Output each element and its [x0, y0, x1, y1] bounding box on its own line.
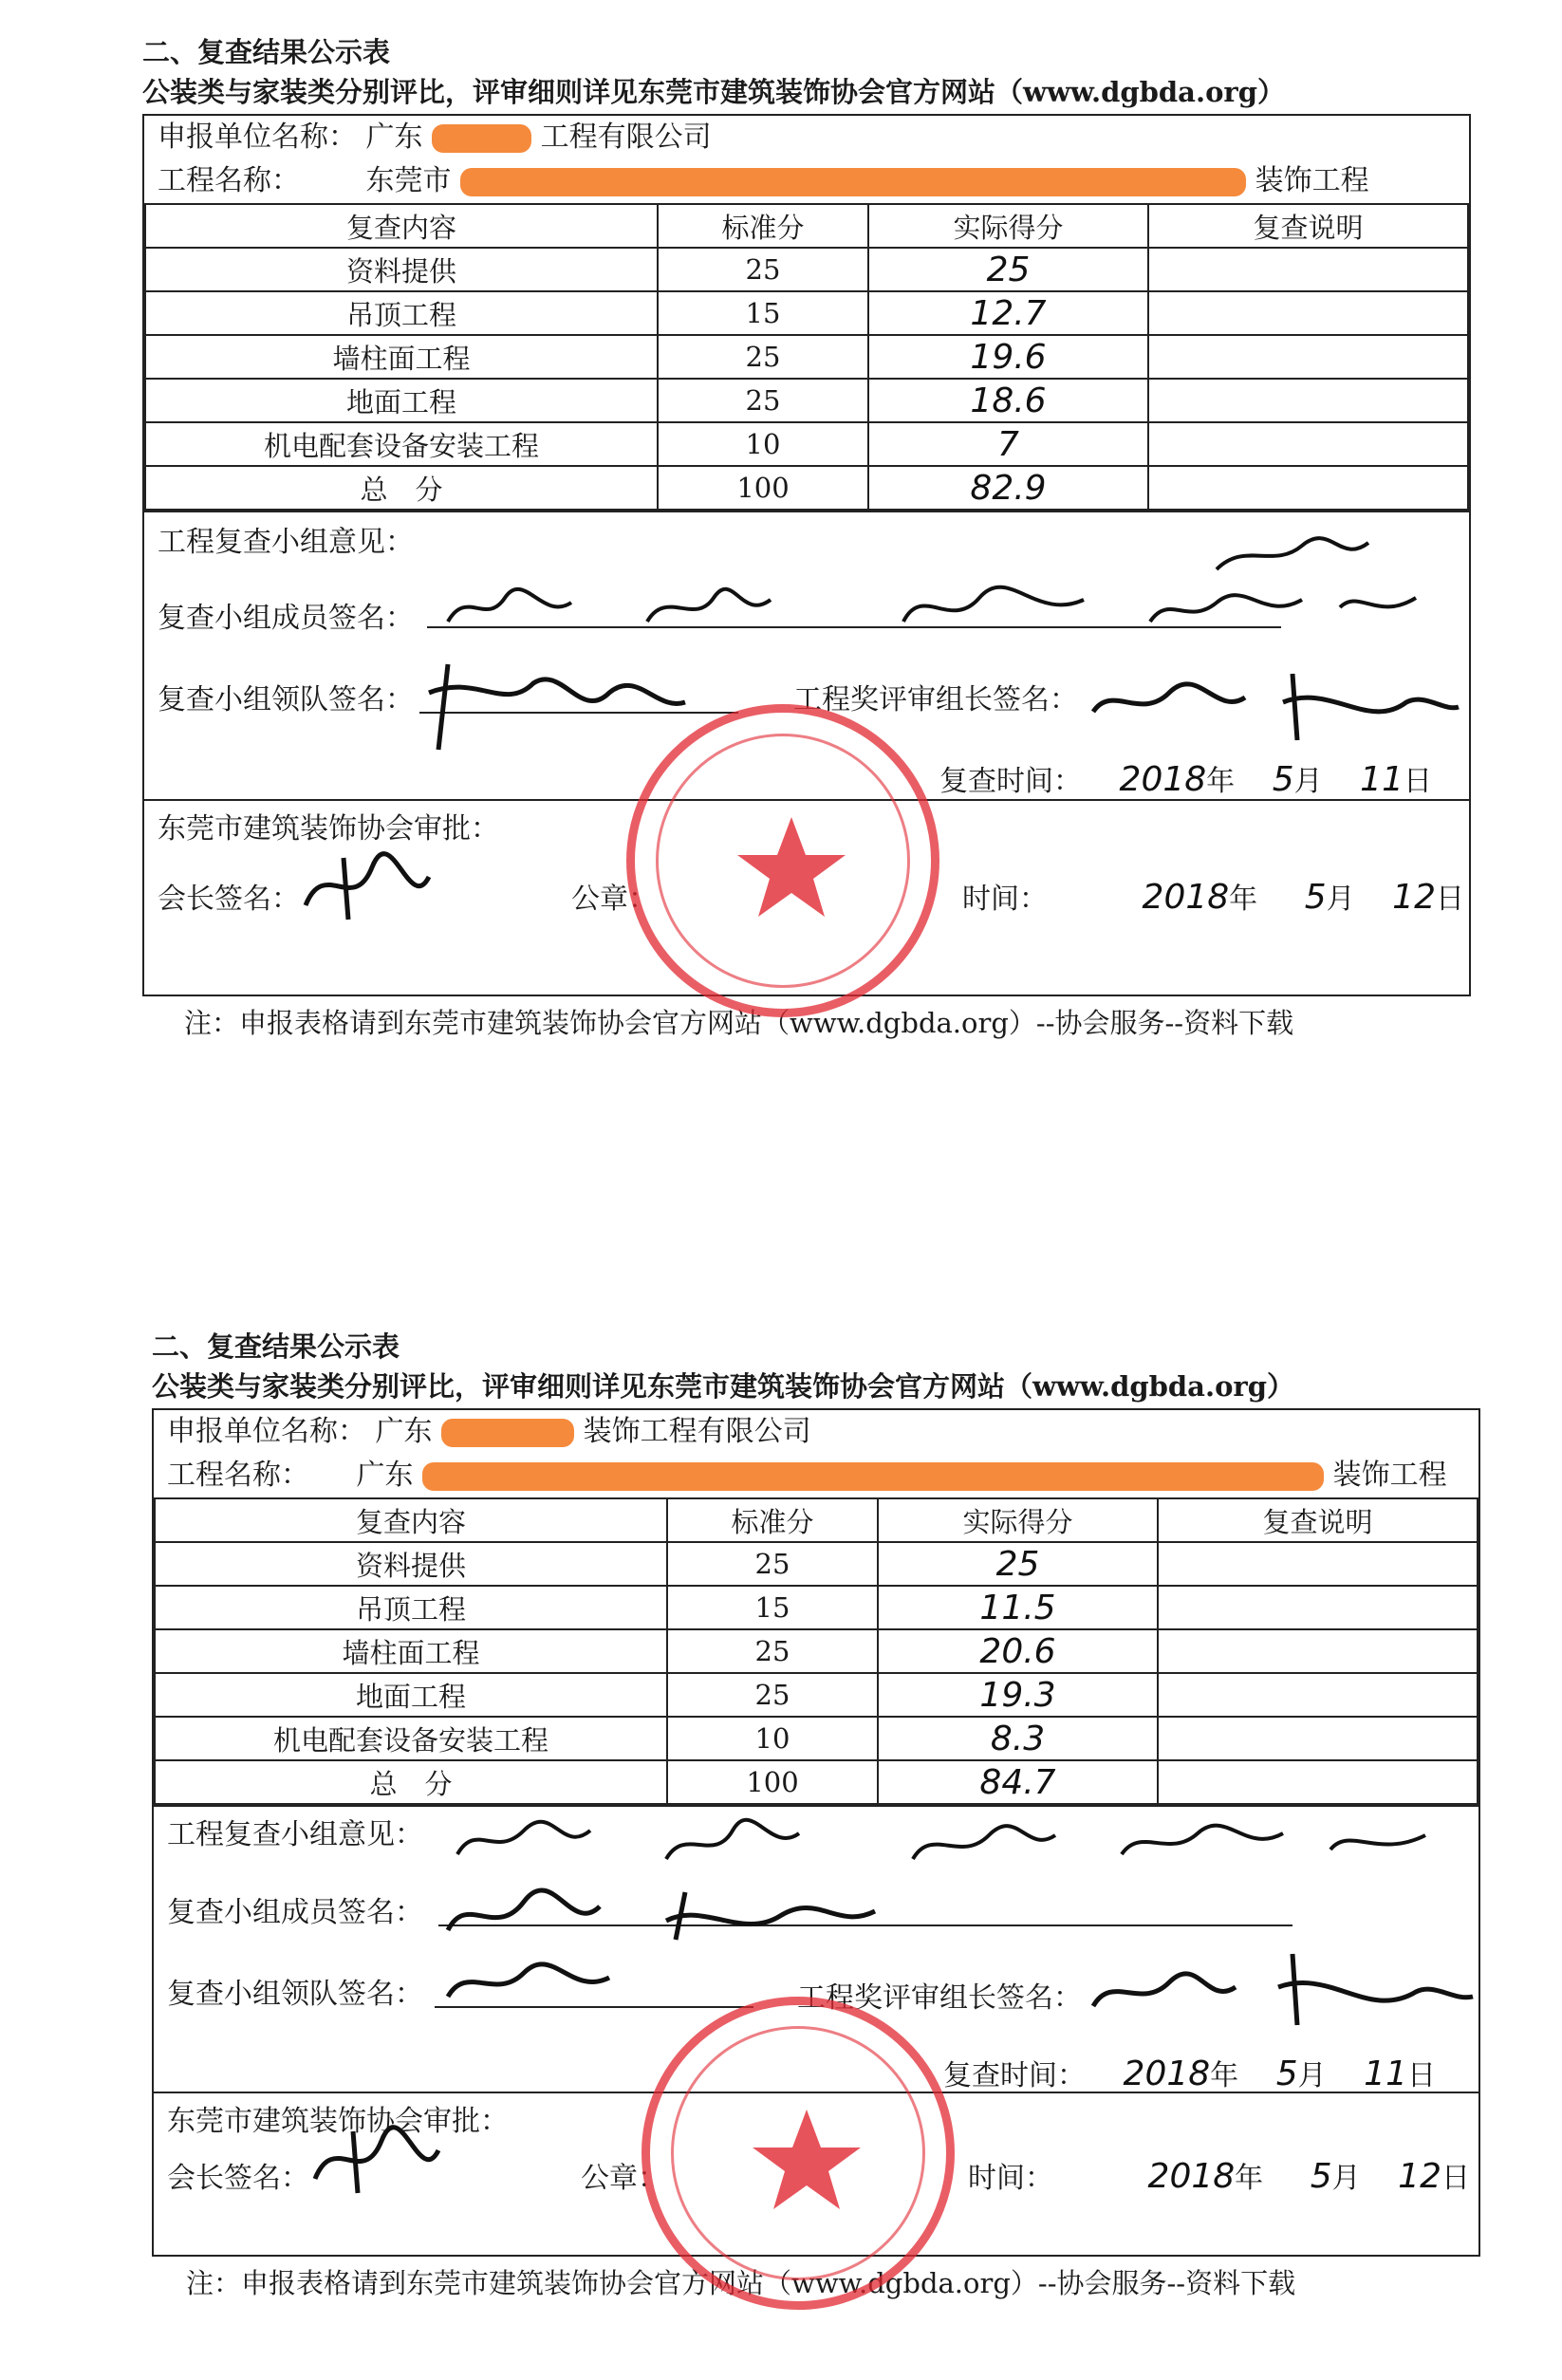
table-row [155, 1629, 1478, 1673]
unit-day: 日 [1403, 765, 1432, 798]
section-title: 二、复查结果公示表 [142, 36, 391, 68]
row-item: 资料提供 [145, 248, 658, 291]
form-frame [152, 1408, 1480, 2257]
row-remark [1148, 335, 1468, 379]
row-actual: 25 [868, 248, 1148, 291]
table-row [155, 1717, 1478, 1760]
row-standard: 10 [667, 1717, 878, 1760]
row-actual: 18.6 [868, 379, 1148, 422]
review-form-2 [152, 1327, 1480, 2301]
row-standard: 15 [658, 291, 868, 335]
review-time-label: 复查时间： [939, 765, 1082, 798]
unit-year: 年 [1229, 883, 1258, 916]
row-actual: 12.7 [868, 291, 1148, 335]
row-standard: 25 [667, 1629, 878, 1673]
review-month: 5 [1272, 760, 1294, 799]
form-frame [142, 114, 1471, 996]
applicant-label: 申报单位名称： [158, 121, 357, 154]
members-label: 复查小组成员签名： [167, 1896, 423, 1929]
project-suffix: 装饰工程 [1255, 164, 1369, 197]
form-subtitle: 公装类与家装类分别评比，评审细则详见东莞市建筑装饰协会官方网站（www.dgbda.org） [152, 1370, 1294, 1403]
leader-label: 复查小组领队签名： [158, 683, 414, 716]
row-remark [1148, 379, 1468, 422]
unit-month: 月 [1326, 883, 1355, 916]
unit-year: 年 [1235, 2162, 1264, 2195]
row-actual: 7 [868, 422, 1148, 466]
row-actual: 19.3 [878, 1673, 1158, 1717]
row-item: 地面工程 [155, 1673, 667, 1717]
applicant-prefix: 广东 [375, 1415, 433, 1448]
approval-month: 5 [1304, 878, 1327, 917]
row-standard: 15 [667, 1586, 878, 1629]
president-signature [287, 839, 438, 924]
leader-signature [419, 636, 704, 769]
row-remark [1148, 422, 1468, 466]
time-label: 时间： [968, 2162, 1053, 2195]
redaction-mark [460, 168, 1246, 196]
unit-month: 月 [1297, 2059, 1327, 2092]
row-item: 墙柱面工程 [155, 1629, 667, 1673]
review-day: 11 [1360, 760, 1404, 799]
row-remark [1148, 466, 1468, 510]
table-row [145, 291, 1468, 335]
table-row [155, 1673, 1478, 1717]
header-standard: 标准分 [667, 1498, 878, 1542]
members-label: 复查小组成员签名： [158, 602, 414, 635]
table-header-row [145, 204, 1468, 248]
project-row [144, 159, 1469, 203]
header-item: 复查内容 [145, 204, 658, 248]
row-item: 机电配套设备安装工程 [155, 1717, 667, 1760]
table-row [145, 248, 1468, 291]
row-standard: 25 [658, 335, 868, 379]
redaction-mark [432, 124, 531, 153]
president-label: 会长签名： [158, 883, 300, 916]
row-item: 吊顶工程 [155, 1586, 667, 1629]
unit-day: 日 [1435, 883, 1464, 916]
row-actual: 8.3 [878, 1717, 1158, 1760]
approval-block [144, 799, 1469, 920]
jury-signature [1084, 1930, 1482, 2035]
approval-label: 东莞市建筑装饰协会审批： [158, 812, 499, 846]
applicant-row [154, 1410, 1478, 1454]
redaction-mark [441, 1419, 574, 1447]
score-table [154, 1497, 1478, 1805]
applicant-suffix: 装饰工程有限公司 [583, 1415, 811, 1448]
jury-signature [1084, 645, 1463, 750]
unit-month: 月 [1331, 2162, 1361, 2195]
form-subtitle: 公装类与家装类分别评比，评审细则详见东莞市建筑装饰协会官方网站（www.dgbda.org） [142, 76, 1285, 108]
approval-month: 5 [1310, 2157, 1332, 2196]
row-remark [1158, 1629, 1478, 1673]
row-standard: 100 [658, 466, 868, 510]
header-remark: 复查说明 [1148, 204, 1468, 248]
members-signatures [429, 531, 1454, 636]
row-standard: 10 [658, 422, 868, 466]
seal-label: 公章： [571, 883, 657, 916]
review-day: 11 [1364, 2055, 1407, 2093]
project-label: 工程名称： [167, 1459, 309, 1492]
row-item: 机电配套设备安装工程 [145, 422, 658, 466]
table-row-total [145, 466, 1468, 510]
row-item: 总 分 [155, 1760, 667, 1804]
project-row [154, 1454, 1478, 1497]
review-month: 5 [1275, 2055, 1298, 2093]
project-suffix: 装饰工程 [1332, 1459, 1447, 1492]
review-year: 2018 [1123, 2055, 1211, 2093]
applicant-prefix: 广东 [365, 121, 423, 154]
jury-label: 工程奖评审组长签名： [793, 683, 1078, 716]
project-label: 工程名称： [158, 164, 300, 197]
unit-day: 日 [1441, 2162, 1470, 2195]
score-table [144, 203, 1469, 511]
approval-year: 2018 [1142, 878, 1230, 917]
applicant-suffix: 工程有限公司 [540, 121, 712, 154]
header-remark: 复查说明 [1158, 1498, 1478, 1542]
footer-note: 注：申报表格请到东莞市建筑装饰协会官方网站（www.dgbda.org）--协会服务--资料下载 [184, 1007, 1294, 1039]
approval-day: 12 [1392, 878, 1436, 917]
row-actual: 84.7 [878, 1760, 1158, 1804]
row-standard: 25 [658, 248, 868, 291]
project-prefix: 东莞市 [365, 164, 452, 197]
approval-day: 12 [1398, 2157, 1441, 2196]
row-item: 地面工程 [145, 379, 658, 422]
president-label: 会长签名： [167, 2162, 309, 2195]
header-actual: 实际得分 [878, 1498, 1158, 1542]
row-standard: 100 [667, 1760, 878, 1804]
time-label: 时间： [962, 883, 1048, 916]
applicant-row [144, 116, 1469, 159]
section-title: 二、复查结果公示表 [152, 1330, 400, 1363]
table-header-row [155, 1498, 1478, 1542]
row-remark [1158, 1760, 1478, 1804]
header-standard: 标准分 [658, 204, 868, 248]
table-row [145, 335, 1468, 379]
leader-label: 复查小组领队签名： [167, 1978, 423, 2011]
table-row-total [155, 1760, 1478, 1804]
row-standard: 25 [667, 1673, 878, 1717]
unit-year: 年 [1210, 2059, 1239, 2092]
unit-year: 年 [1206, 765, 1236, 798]
row-remark [1148, 248, 1468, 291]
applicant-label: 申报单位名称： [167, 1415, 366, 1448]
row-standard: 25 [658, 379, 868, 422]
seal-label: 公章： [581, 2162, 666, 2195]
approval-label: 东莞市建筑装饰协会审批： [167, 2105, 509, 2138]
president-signature [296, 2112, 448, 2198]
row-remark [1158, 1542, 1478, 1586]
header-item: 复查内容 [155, 1498, 667, 1542]
row-remark [1158, 1673, 1478, 1717]
table-row [155, 1586, 1478, 1629]
review-year: 2018 [1119, 760, 1207, 799]
row-item: 资料提供 [155, 1542, 667, 1586]
header-actual: 实际得分 [868, 204, 1148, 248]
row-standard: 25 [667, 1542, 878, 1586]
jury-label: 工程奖评审组长签名： [797, 1981, 1082, 2015]
redaction-mark [422, 1462, 1324, 1491]
row-item: 吊顶工程 [145, 291, 658, 335]
row-remark [1158, 1717, 1478, 1760]
unit-day: 日 [1406, 2059, 1436, 2092]
row-item: 总 分 [145, 466, 658, 510]
footer-note: 注：申报表格请到东莞市建筑装饰协会官方网站（www.dgbda.org）--协会服务--资料下载 [186, 2267, 1296, 2299]
row-remark [1148, 291, 1468, 335]
members-signatures-2 [438, 1864, 913, 1959]
review-time-label: 复查时间： [943, 2059, 1086, 2092]
row-actual: 11.5 [878, 1586, 1158, 1629]
project-prefix: 广东 [356, 1459, 414, 1492]
table-row [155, 1542, 1478, 1586]
table-row [145, 422, 1468, 466]
row-actual: 20.6 [878, 1629, 1158, 1673]
review-opinion-block [144, 511, 1469, 799]
review-opinion-block [154, 1805, 1478, 2092]
row-actual: 19.6 [868, 335, 1148, 379]
review-form-1 [142, 32, 1471, 1041]
row-actual: 25 [878, 1542, 1158, 1586]
row-remark [1158, 1586, 1478, 1629]
row-actual: 82.9 [868, 466, 1148, 510]
opinion-label: 工程复查小组意见： [158, 526, 414, 559]
approval-block [154, 2092, 1478, 2198]
table-row [145, 379, 1468, 422]
leader-signature [438, 1949, 628, 2016]
approval-year: 2018 [1147, 2157, 1236, 2196]
unit-month: 月 [1293, 765, 1323, 798]
row-item: 墙柱面工程 [145, 335, 658, 379]
opinion-label: 工程复查小组意见： [167, 1818, 423, 1851]
